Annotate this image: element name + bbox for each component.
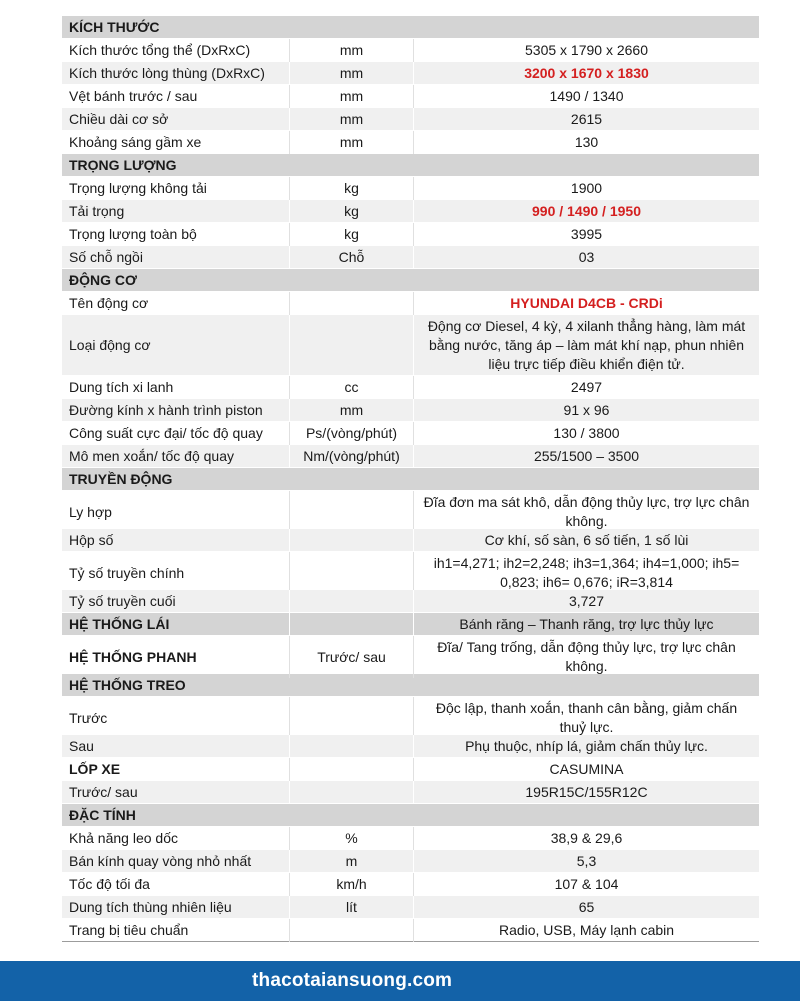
spec-row: [62, 246, 759, 269]
section-title: TRUYỀN ĐỘNG: [69, 471, 173, 487]
spec-row: [62, 131, 759, 154]
spec-label: Loại động cơ: [69, 337, 151, 353]
spec-label: Tốc độ tối đa: [69, 876, 150, 892]
spec-unit: mm: [289, 39, 413, 62]
spec-label: Tên động cơ: [69, 295, 149, 311]
spec-unit: [289, 697, 413, 739]
spec-label: Công suất cực đại/ tốc độ quay: [69, 425, 263, 441]
spec-unit: Trước/ sau: [289, 636, 413, 678]
section-title: HỆ THỐNG TREO: [69, 677, 186, 693]
spec-unit: [289, 315, 413, 376]
spec-value: 2615: [413, 108, 759, 131]
spec-value: 3,727: [413, 590, 759, 613]
spec-value: Radio, USB, Máy lạnh cabin: [413, 919, 759, 942]
spec-row: [62, 827, 759, 850]
spec-unit: [289, 292, 413, 315]
section-header: [62, 269, 759, 292]
spec-unit: mm: [289, 62, 413, 85]
spec-label: Tỷ số truyền cuối: [69, 593, 176, 609]
spec-label: Dung tích xi lanh: [69, 379, 174, 395]
spec-row: [62, 552, 759, 590]
section-header: [62, 804, 759, 827]
spec-row: [62, 781, 759, 804]
section-title: TRỌNG LƯỢNG: [69, 157, 177, 173]
spec-row: [62, 315, 759, 376]
spec-row: [62, 919, 759, 942]
spec-label: Vệt bánh trước / sau: [69, 88, 198, 104]
spec-label: Trọng lượng không tải: [69, 180, 207, 196]
spec-label: Bán kính quay vòng nhỏ nhất: [69, 853, 252, 869]
spec-unit: [289, 491, 413, 533]
spec-row: [62, 491, 759, 529]
spec-unit: mm: [289, 399, 413, 422]
spec-value: 130 / 3800: [413, 422, 759, 445]
spec-unit: [289, 758, 413, 781]
spec-unit: lít: [289, 896, 413, 919]
spec-label: LỐP XE: [69, 761, 121, 777]
spec-unit: Chỗ: [289, 246, 413, 269]
spec-table: [62, 16, 759, 942]
spec-row: [62, 896, 759, 919]
spec-label: Ly hợp: [69, 503, 112, 520]
spec-unit: [289, 552, 413, 594]
spec-label: Kích thước tổng thể (DxRxC): [69, 42, 251, 58]
spec-row: [62, 200, 759, 223]
spec-value: Đĩa đơn ma sát khô, dẫn động thủy lực, trợ lực chân không.: [413, 491, 759, 533]
spec-unit: kg: [289, 223, 413, 246]
spec-unit: kg: [289, 200, 413, 223]
spec-row: [62, 292, 759, 315]
spec-row: [62, 85, 759, 108]
spec-row: [62, 422, 759, 445]
spec-value: 3200 x 1670 x 1830: [413, 62, 759, 85]
spec-unit: [289, 735, 413, 758]
spec-value: Động cơ Diesel, 4 kỳ, 4 xilanh thẳng hàng, làm mát bằng nước, tăng áp – làm mát khí nạp, phun nhiên liệu trực tiếp điều khiển điện tử.: [413, 315, 759, 376]
section-title: ĐỘNG CƠ: [69, 272, 137, 288]
section-header: [62, 468, 759, 491]
spec-value: 1900: [413, 177, 759, 200]
spec-label: Trước: [69, 709, 108, 726]
spec-label: Kích thước lòng thùng (DxRxC): [69, 65, 265, 81]
spec-label: Trước/ sau: [69, 784, 138, 800]
spec-label: Trang bị tiêu chuẩn: [69, 922, 189, 938]
spec-label: Số chỗ ngồi: [69, 249, 143, 265]
spec-unit: km/h: [289, 873, 413, 896]
spec-unit: %: [289, 827, 413, 850]
spec-row: [62, 108, 759, 131]
spec-value: HYUNDAI D4CB - CRDi: [413, 292, 759, 315]
spec-value: Bánh răng – Thanh răng, trợ lực thủy lực: [413, 613, 759, 636]
spec-value: ih1=4,271; ih2=2,248; ih3=1,364; ih4=1,000; ih5= 0,823; ih6= 0,676; iR=3,814: [413, 552, 759, 594]
spec-unit: kg: [289, 177, 413, 200]
spec-value: 195R15C/155R12C: [413, 781, 759, 804]
spec-row: [62, 177, 759, 200]
spec-unit: mm: [289, 108, 413, 131]
spec-row: [62, 445, 759, 468]
spec-row: [62, 376, 759, 399]
spec-unit: mm: [289, 131, 413, 154]
spec-value: 2497: [413, 376, 759, 399]
spec-value: CASUMINA: [413, 758, 759, 781]
spec-label: HỆ THỐNG LÁI: [69, 616, 170, 632]
spec-value: 03: [413, 246, 759, 269]
footer-bar: [0, 961, 800, 1001]
spec-row: [62, 697, 759, 735]
spec-label: Sau: [69, 738, 94, 754]
spec-value: Cơ khí, số sàn, 6 số tiến, 1 số lùi: [413, 529, 759, 552]
spec-row: [62, 39, 759, 62]
spec-unit: Ps/(vòng/phút): [289, 422, 413, 445]
spec-row: [62, 758, 759, 781]
spec-row: [62, 529, 759, 552]
spec-value: Đĩa/ Tang trống, dẫn động thủy lực, trợ lực chân không.: [413, 636, 759, 678]
section-header: [62, 674, 759, 697]
spec-value: 1490 / 1340: [413, 85, 759, 108]
spec-row: [62, 850, 759, 873]
spec-row: [62, 62, 759, 85]
spec-unit: m: [289, 850, 413, 873]
spec-unit: [289, 613, 413, 636]
section-title: ĐẶC TÍNH: [69, 807, 136, 823]
spec-label: Dung tích thùng nhiên liệu: [69, 899, 232, 915]
spec-value: 107 & 104: [413, 873, 759, 896]
spec-unit: cc: [289, 376, 413, 399]
spec-label: Tải trọng: [69, 203, 125, 219]
spec-unit: Nm/(vòng/phút): [289, 445, 413, 468]
spec-unit: [289, 529, 413, 552]
spec-label: Đường kính x hành trình piston: [69, 402, 263, 418]
spec-value: 130: [413, 131, 759, 154]
spec-label: Khả năng leo dốc: [69, 830, 178, 846]
spec-label: Khoảng sáng gầm xe: [69, 134, 202, 150]
spec-unit: mm: [289, 85, 413, 108]
section-row: [62, 613, 759, 636]
section-header: [62, 16, 759, 39]
spec-label: Chiều dài cơ sở: [69, 111, 169, 127]
spec-value: 255/1500 – 3500: [413, 445, 759, 468]
spec-value: 38,9 & 29,6: [413, 827, 759, 850]
spec-row: [62, 223, 759, 246]
spec-label: Mô men xoắn/ tốc độ quay: [69, 448, 234, 464]
spec-value: 5,3: [413, 850, 759, 873]
spec-value: 91 x 96: [413, 399, 759, 422]
spec-row: [62, 590, 759, 613]
spec-value: Độc lập, thanh xoắn, thanh cân bằng, giảm chấn thuỷ lực.: [413, 697, 759, 739]
spec-value: 990 / 1490 / 1950: [413, 200, 759, 223]
footer-website[interactable]: thacotaiansuong.com: [252, 970, 453, 991]
spec-unit: [289, 590, 413, 613]
spec-label: Trọng lượng toàn bộ: [69, 226, 197, 242]
spec-row: [62, 636, 759, 674]
spec-unit: [289, 781, 413, 804]
spec-value: 3995: [413, 223, 759, 246]
spec-label: HỆ THỐNG PHANH: [69, 648, 197, 665]
spec-row: [62, 873, 759, 896]
spec-row: [62, 735, 759, 758]
section-header: [62, 154, 759, 177]
spec-row: [62, 399, 759, 422]
spec-value: Phụ thuộc, nhíp lá, giảm chấn thủy lực.: [413, 735, 759, 758]
spec-value: 5305 x 1790 x 2660: [413, 39, 759, 62]
spec-unit: [289, 919, 413, 942]
section-title: KÍCH THƯỚC: [69, 19, 160, 35]
spec-label: Hộp số: [69, 532, 114, 548]
spec-label: Tỷ số truyền chính: [69, 564, 185, 581]
spec-value: 65: [413, 896, 759, 919]
